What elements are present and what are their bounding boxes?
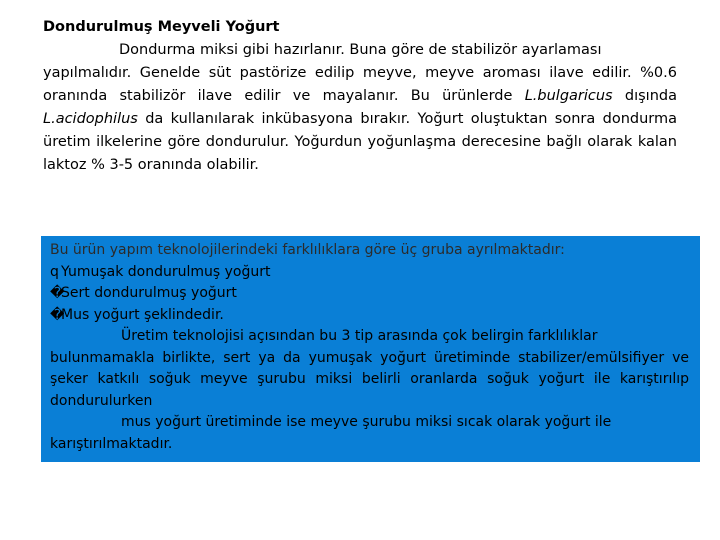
paragraph-line: mus yoğurt üretiminde ise meyve şurubu miksi sıcak olarak yoğurt ile xyxy=(121,414,612,430)
text-run: oranında stabilizör ilave edilir ve mayalanır. Bu ürünlerde xyxy=(43,88,525,104)
paragraph-line: üretim ilkelerine göre dondurulur. Yoğurdun yoğunlaşma derecesine bağlı olarak kalan xyxy=(43,134,677,150)
bullet-label: Sert dondurulmuş yoğurt xyxy=(61,285,237,301)
text-run: da kullanılarak inkübasyona bırakır. Yoğurt oluştuktan sonra dondurma xyxy=(137,111,677,127)
paragraph-line: dondurulurken xyxy=(50,392,153,409)
text-run: dışında xyxy=(612,88,677,104)
paragraph-line: Dondurma miksi gibi hazırlanır. Buna göre de stabilizör ayarlaması xyxy=(119,42,602,58)
paragraph-line: laktoz % 3-5 oranında olabilir. xyxy=(43,157,259,173)
paragraph-line: şeker katkılı soğuk meyve şurubu miksi belirli oranlarda soğuk yoğurt ile karıştırılıp xyxy=(50,371,689,387)
highlight-box xyxy=(41,236,700,462)
top-text-block xyxy=(43,16,677,177)
checkbox-bullet-icon: � xyxy=(50,306,65,323)
section-title: Dondurulmuş Meyveli Yoğurt xyxy=(43,19,280,35)
paragraph-line xyxy=(43,108,677,131)
checkbox-bullet-icon: q xyxy=(50,263,59,280)
paragraph-line xyxy=(43,85,677,108)
bullet-label: Yumuşak dondurulmuş yoğurt xyxy=(61,263,271,280)
box-intro: Bu ürün yapım teknolojilerindeki farklılıklara göre üç gruba ayrılmaktadır: xyxy=(50,242,565,258)
paragraph-line: yapılmalıdır. Genelde süt pastörize edilip meyve, meyve aroması ilave edilir. %0.6 xyxy=(43,65,677,81)
species-name: L.bulgaricus xyxy=(524,88,613,104)
bullet-item xyxy=(50,262,689,284)
species-name: L.acidophilus xyxy=(43,111,138,127)
bullet-label: Mus yoğurt şeklindedir. xyxy=(61,306,224,323)
paragraph-line: karıştırılmaktadır. xyxy=(50,435,173,452)
paragraph-line: Üretim teknolojisi açısından bu 3 tip arasında çok belirgin farklılıklar xyxy=(121,328,598,344)
paragraph-line: bulunmamakla birlikte, sert ya da yumuşak yoğurt üretiminde stabilizer/emülsifiyer ve xyxy=(50,349,689,366)
bullet-item xyxy=(50,305,689,327)
bullet-item xyxy=(50,283,689,305)
checkbox-bullet-icon: � xyxy=(50,285,65,301)
